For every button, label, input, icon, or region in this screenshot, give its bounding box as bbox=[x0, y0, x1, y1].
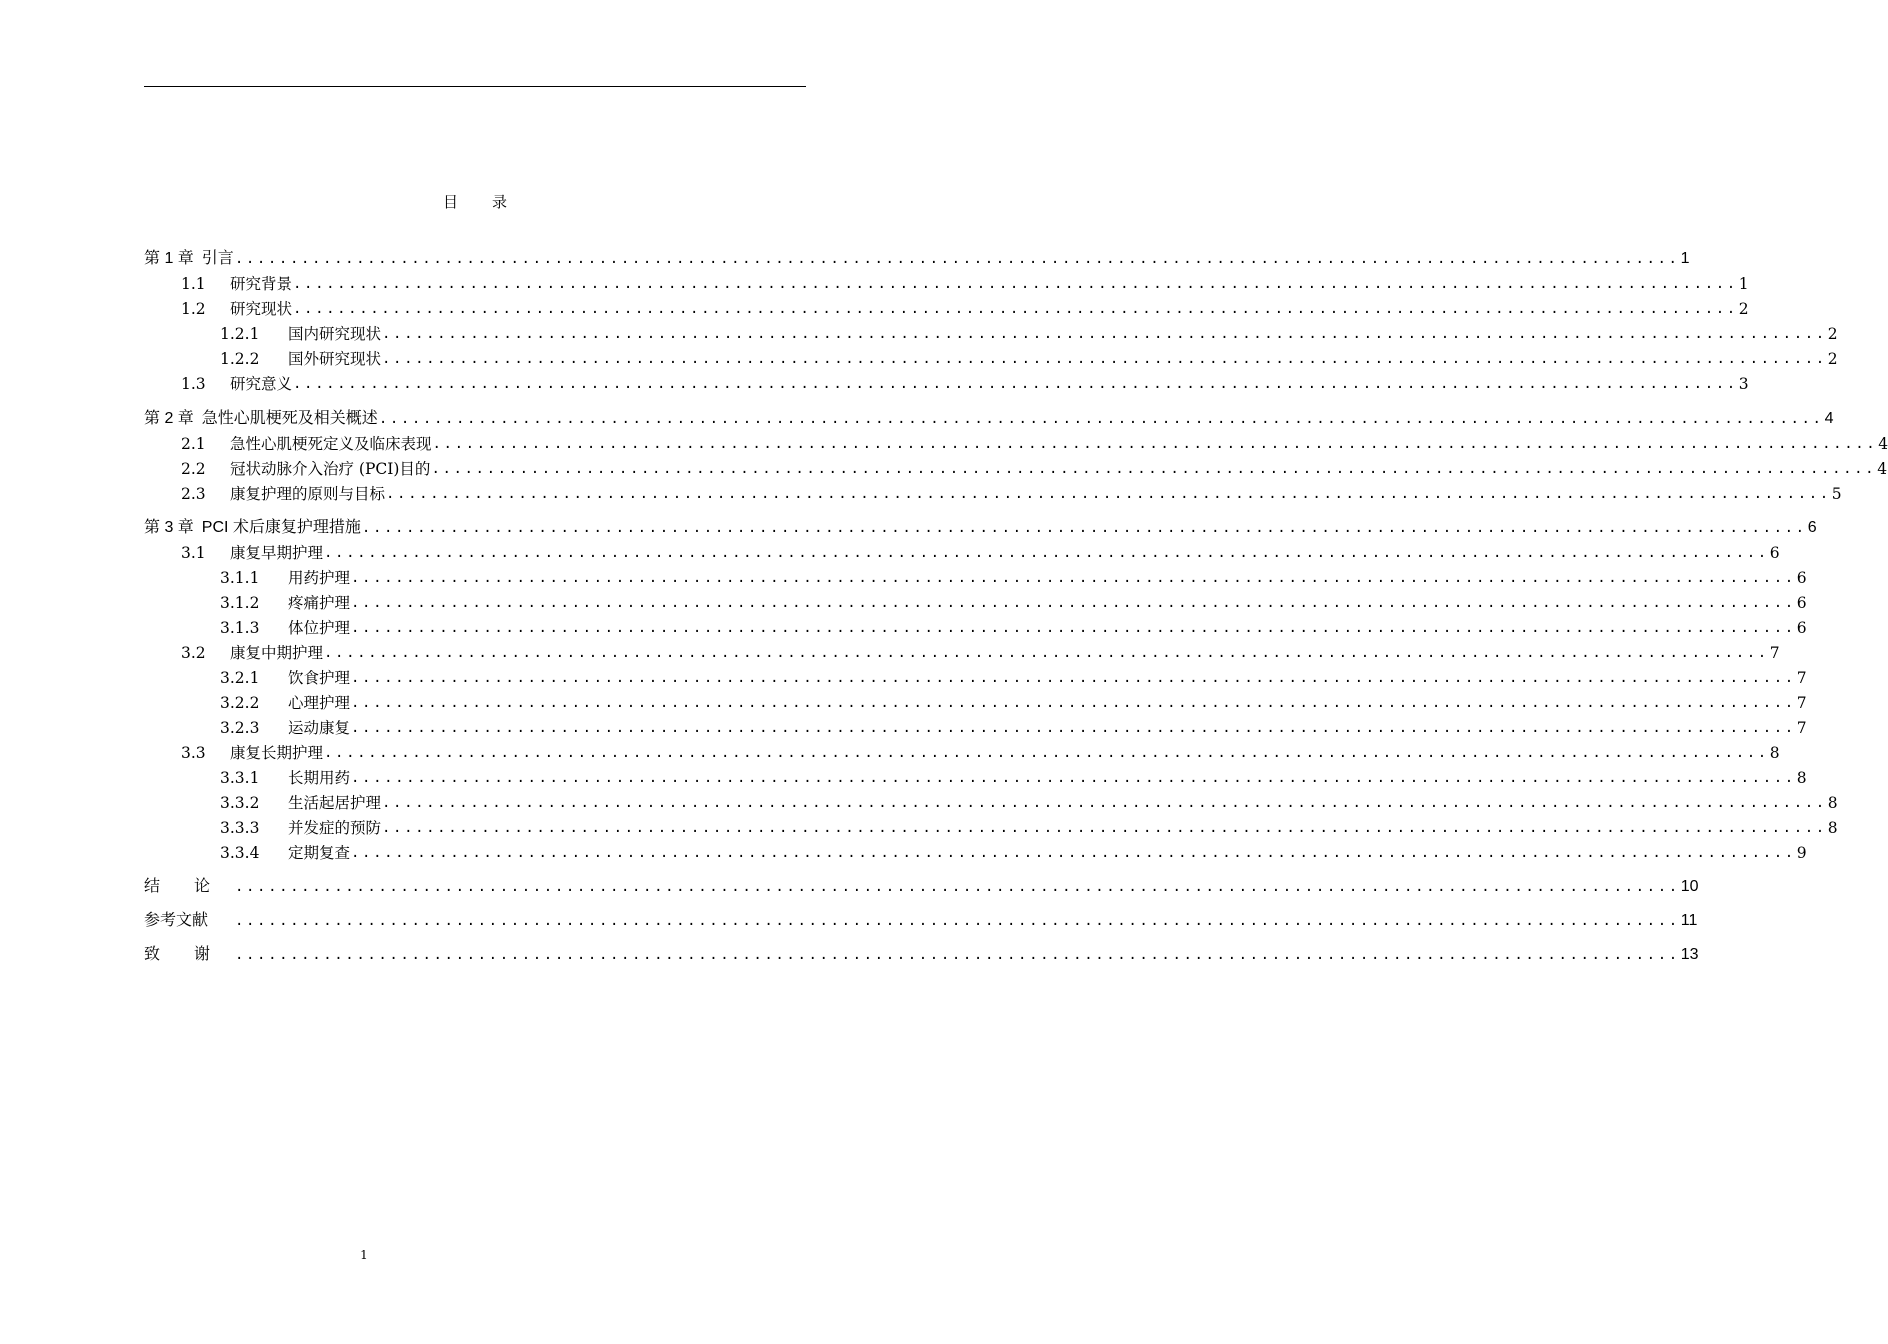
toc-dot-leader: ................................................................................................................................... bbox=[351, 845, 1796, 861]
toc-entry-page: 7 bbox=[1796, 719, 1807, 737]
toc-entry-number: 3.1.1 bbox=[220, 569, 260, 587]
toc-entry-3-3[interactable] bbox=[144, 742, 1780, 764]
toc-entry-label: 康复中期护理 bbox=[230, 644, 324, 662]
toc-entry-number: 3.2.1 bbox=[220, 669, 260, 687]
toc-entry-page: 7 bbox=[1796, 669, 1807, 687]
toc-entry-label: 致谢 bbox=[144, 946, 245, 963]
toc-entry-number: 2.1 bbox=[181, 435, 206, 453]
toc-entry-3-1-3[interactable] bbox=[144, 617, 1807, 639]
toc-dot-leader: ................................................................................................................................... bbox=[351, 720, 1796, 736]
toc-entry-page: 6 bbox=[1796, 619, 1807, 637]
toc-entry-label: 长期用药 bbox=[288, 769, 351, 787]
toc-entry-number: 3.3.2 bbox=[220, 794, 260, 812]
toc-entry-label: 急性心肌梗死定义及临床表现 bbox=[230, 435, 432, 453]
toc-entry-3-3-4[interactable] bbox=[144, 842, 1807, 864]
toc-entry-3-1[interactable] bbox=[144, 542, 1780, 564]
table-of-contents bbox=[144, 0, 1888, 1344]
toc-entry-label: 康复护理的原则与目标 bbox=[230, 485, 386, 503]
toc-entry-label: 饮食护理 bbox=[288, 669, 351, 687]
toc-entry-page: 4 bbox=[1878, 435, 1888, 453]
toc-entry-3-2[interactable] bbox=[144, 642, 1780, 664]
toc-entry-1-2[interactable] bbox=[144, 298, 1749, 320]
toc-dot-leader: ................................................................................................................................... bbox=[324, 645, 1769, 661]
toc-entry-page: 8 bbox=[1827, 794, 1838, 812]
toc-dot-leader: ................................................................................................................................... bbox=[382, 326, 1827, 342]
toc-dot-leader: ................................................................................................................................... bbox=[324, 545, 1769, 561]
toc-dot-leader: ................................................................................................................................... bbox=[351, 595, 1796, 611]
toc-entry-page: 1 bbox=[1738, 275, 1749, 293]
toc-entry-number: 1.2 bbox=[181, 300, 206, 318]
toc-entry-page: 2 bbox=[1827, 325, 1838, 343]
toc-entry-3-2-2[interactable] bbox=[144, 692, 1807, 714]
toc-entry-label: 用药护理 bbox=[288, 569, 351, 587]
toc-entry-label: PCI 术后康复护理措施 bbox=[201, 519, 361, 536]
toc-entry-page: 13 bbox=[1680, 946, 1699, 963]
toc-entry-page: 6 bbox=[1769, 544, 1780, 562]
toc-title: 目录 bbox=[442, 193, 541, 211]
toc-entry-number: 2.3 bbox=[181, 485, 206, 503]
toc-entry-page: 2 bbox=[1738, 300, 1749, 318]
toc-entry-number: 3.1.2 bbox=[220, 594, 260, 612]
toc-entry-number: 3.2 bbox=[181, 644, 206, 662]
toc-entry-number: 3.1 bbox=[181, 544, 206, 562]
toc-dot-leader: ................................................................................................................................... bbox=[378, 411, 1824, 427]
toc-entry-label: 引言 bbox=[201, 250, 234, 267]
toc-entry-page: 4 bbox=[1877, 460, 1888, 478]
toc-entry-label: 康复早期护理 bbox=[230, 544, 324, 562]
toc-dot-leader: ................................................................................................................................... bbox=[234, 251, 1680, 267]
toc-dot-leader: ................................................................................................................................... bbox=[293, 276, 1738, 292]
toc-entry-page: 11 bbox=[1680, 912, 1698, 929]
toc-entry-3-2-3[interactable] bbox=[144, 717, 1807, 739]
toc-entry-number: 3.3 bbox=[181, 744, 206, 762]
toc-dot-leader: ................................................................................................................................... bbox=[386, 486, 1831, 502]
toc-entry-label: 国内研究现状 bbox=[288, 325, 382, 343]
toc-entry-chapter-3[interactable] bbox=[144, 517, 1817, 539]
toc-dot-leader: ................................................................................................................................... bbox=[235, 913, 1680, 929]
toc-entry-1-2-1[interactable] bbox=[144, 323, 1838, 345]
toc-entry-acknowledgements[interactable] bbox=[144, 944, 1699, 966]
toc-entry-label: 定期复查 bbox=[288, 844, 351, 862]
toc-dot-leader: ................................................................................................................................... bbox=[235, 879, 1680, 895]
toc-entry-number: 第 1 章 bbox=[144, 250, 194, 267]
toc-entry-label: 参考文献 bbox=[144, 912, 209, 929]
toc-dot-leader: ................................................................................................................................... bbox=[351, 695, 1796, 711]
toc-entry-page: 5 bbox=[1831, 485, 1842, 503]
toc-entry-1-3[interactable] bbox=[144, 373, 1749, 395]
toc-entry-page: 8 bbox=[1796, 769, 1807, 787]
toc-entry-label: 并发症的预防 bbox=[288, 819, 382, 837]
toc-entry-label: 生活起居护理 bbox=[288, 794, 382, 812]
toc-entry-page: 3 bbox=[1738, 375, 1749, 393]
toc-entry-label: 研究现状 bbox=[230, 300, 293, 318]
toc-entry-number: 2.2 bbox=[181, 460, 206, 478]
toc-dot-leader: ................................................................................................................................... bbox=[293, 376, 1738, 392]
toc-entry-number: 3.3.3 bbox=[220, 819, 260, 837]
toc-entry-label: 体位护理 bbox=[288, 619, 351, 637]
toc-entry-number: 第 3 章 bbox=[144, 519, 194, 536]
toc-entry-number: 3.2.2 bbox=[220, 694, 260, 712]
toc-entry-chapter-1[interactable] bbox=[144, 248, 1690, 270]
toc-dot-leader: ................................................................................................................................... bbox=[432, 436, 1878, 452]
toc-entry-3-1-2[interactable] bbox=[144, 592, 1807, 614]
toc-entry-1-2-2[interactable] bbox=[144, 348, 1838, 370]
toc-entry-label: 国外研究现状 bbox=[288, 350, 382, 368]
toc-entry-label: 康复长期护理 bbox=[230, 744, 324, 762]
toc-entry-page: 8 bbox=[1827, 819, 1838, 837]
toc-entry-label: 心理护理 bbox=[288, 694, 351, 712]
toc-entry-conclusion[interactable] bbox=[144, 876, 1699, 898]
toc-dot-leader: ................................................................................................................................... bbox=[382, 820, 1827, 836]
toc-entry-2-2[interactable] bbox=[144, 458, 1888, 480]
toc-entry-number: 1.2.1 bbox=[220, 325, 260, 343]
toc-entry-number: 1.1 bbox=[181, 275, 206, 293]
toc-entry-page: 6 bbox=[1807, 519, 1817, 536]
toc-entry-2-3[interactable] bbox=[144, 483, 1842, 505]
toc-dot-leader: ................................................................................................................................... bbox=[431, 461, 1877, 477]
toc-entry-references[interactable] bbox=[144, 910, 1698, 932]
toc-entry-page: 1 bbox=[1680, 250, 1690, 267]
toc-entry-page: 7 bbox=[1796, 694, 1807, 712]
toc-entry-3-3-1[interactable] bbox=[144, 767, 1807, 789]
toc-entry-label: 急性心肌梗死及相关概述 bbox=[201, 410, 378, 427]
toc-entry-number: 3.3.1 bbox=[220, 769, 260, 787]
toc-entry-page: 8 bbox=[1769, 744, 1780, 762]
toc-dot-leader: ................................................................................................................................... bbox=[351, 670, 1796, 686]
toc-entry-number: 3.2.3 bbox=[220, 719, 260, 737]
toc-dot-leader: ................................................................................................................................... bbox=[382, 795, 1827, 811]
toc-entry-number: 3.1.3 bbox=[220, 619, 260, 637]
toc-entry-number: 1.2.2 bbox=[220, 350, 260, 368]
toc-entry-page: 2 bbox=[1827, 350, 1838, 368]
toc-entry-page: 10 bbox=[1680, 878, 1699, 895]
toc-dot-leader: ................................................................................................................................... bbox=[382, 351, 1827, 367]
toc-entry-label: 冠状动脉介入治疗 (PCI)目的 bbox=[230, 460, 431, 478]
toc-entry-page: 6 bbox=[1796, 594, 1807, 612]
toc-entry-label: 结论 bbox=[144, 878, 245, 895]
toc-dot-leader: ................................................................................................................................... bbox=[293, 301, 1738, 317]
toc-entry-page: 4 bbox=[1824, 410, 1834, 427]
toc-dot-leader: ................................................................................................................................... bbox=[361, 520, 1807, 536]
footer-page-number: 1 bbox=[360, 1248, 368, 1262]
toc-dot-leader: ................................................................................................................................... bbox=[351, 770, 1796, 786]
toc-entry-number: 第 2 章 bbox=[144, 410, 194, 427]
toc-entry-page: 7 bbox=[1769, 644, 1780, 662]
toc-dot-leader: ................................................................................................................................... bbox=[235, 947, 1680, 963]
toc-entry-3-3-2[interactable] bbox=[144, 792, 1838, 814]
toc-entry-label: 运动康复 bbox=[288, 719, 351, 737]
toc-entry-number: 3.3.4 bbox=[220, 844, 260, 862]
toc-entry-label: 研究意义 bbox=[230, 375, 293, 393]
toc-entry-3-2-1[interactable] bbox=[144, 667, 1807, 689]
toc-entry-label: 疼痛护理 bbox=[288, 594, 351, 612]
toc-entry-1-1[interactable] bbox=[144, 273, 1749, 295]
toc-entry-page: 9 bbox=[1796, 844, 1807, 862]
toc-entry-2-1[interactable] bbox=[144, 433, 1888, 455]
toc-entry-number: 1.3 bbox=[181, 375, 206, 393]
toc-entry-3-3-3[interactable] bbox=[144, 817, 1838, 839]
toc-dot-leader: ................................................................................................................................... bbox=[351, 570, 1796, 586]
toc-dot-leader: ................................................................................................................................... bbox=[324, 745, 1769, 761]
toc-entry-label: 研究背景 bbox=[230, 275, 293, 293]
toc-entry-chapter-2[interactable] bbox=[144, 408, 1834, 430]
toc-entry-3-1-1[interactable] bbox=[144, 567, 1807, 589]
toc-dot-leader: ................................................................................................................................... bbox=[351, 620, 1796, 636]
toc-entry-page: 6 bbox=[1796, 569, 1807, 587]
